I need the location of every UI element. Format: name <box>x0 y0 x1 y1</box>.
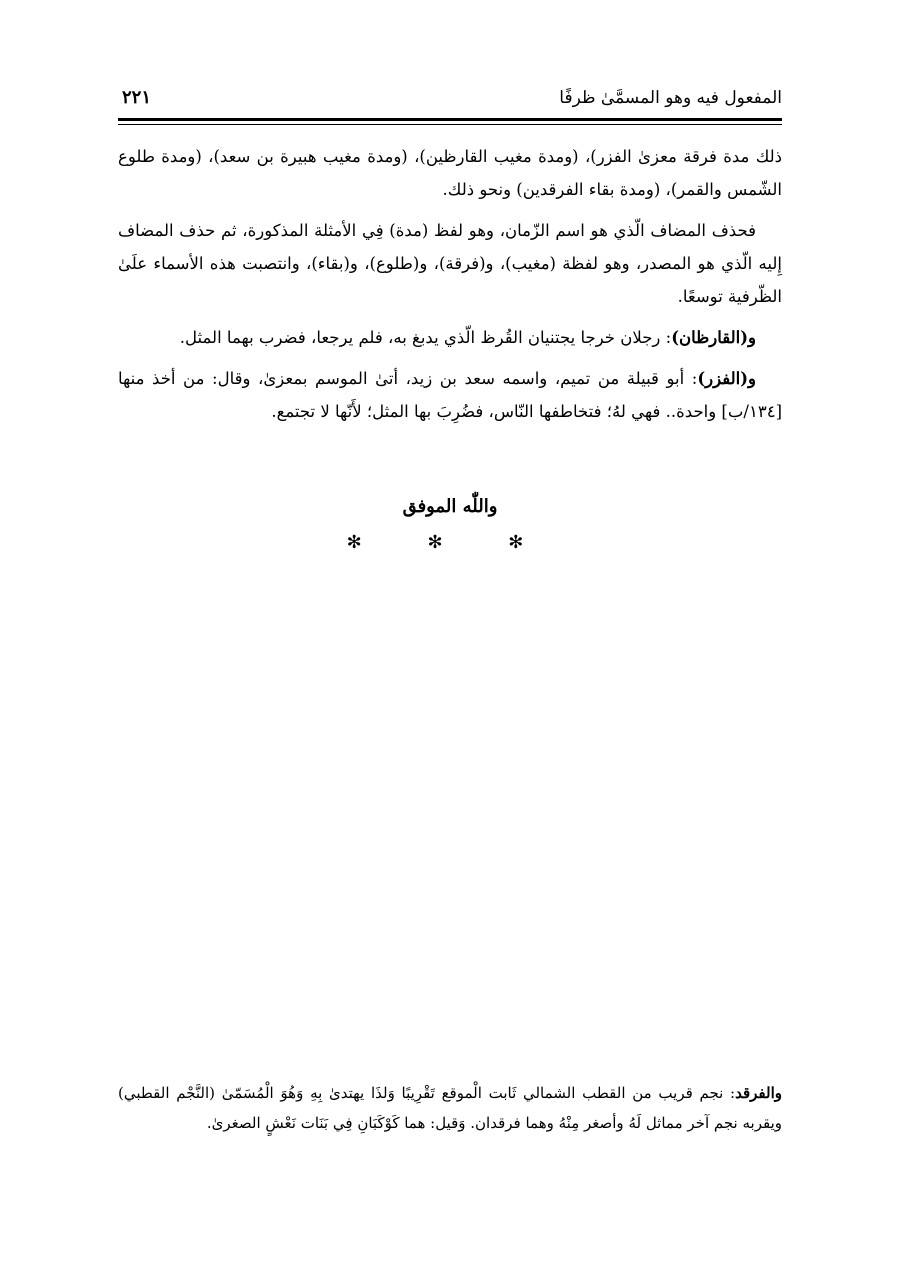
section-separator-stars: ✻ ✻ ✻ <box>346 532 554 553</box>
footnote-paragraph <box>118 1078 782 1138</box>
term-fizr: و(الفزر) <box>697 369 756 388</box>
page-number: ٢٢١ <box>122 87 152 108</box>
running-title: المفعول فيه وهو المسمَّىٰ ظرفًا <box>559 88 782 108</box>
header-rule-thick <box>118 118 782 121</box>
paragraph-4 <box>118 362 782 428</box>
header-rule-thin <box>118 124 782 125</box>
term-qaarizaan: و(القارظان) <box>671 328 756 347</box>
footnote-term: والفرقد <box>735 1084 782 1102</box>
paragraph-1: ذلك مدة فرقة معزىٰ الفزر)، (ومدة مغيب القارظين)، (ومدة مغيب هبيرة بن سعد)، (ومدة طلوع الشّمس والقمر)، (ومدة بقاء الفرقدين) ونحو ذلك. <box>118 147 782 199</box>
main-text <box>118 140 782 436</box>
paragraph-4-text: : أبو قبيلة من تميم، واسمه سعد بن زيد، أتىٰ الموسم بمعزىٰ، وقال: من أخذ منها [١٣٤/ب] واحدة.. فهي لهُ؛ فتخاطفها النّاس، فضُرِبَ بها المثل؛ لأَنّها لا تجتمع. <box>118 369 782 421</box>
footnote-text: : نجم قريب من القطب الشمالي ثَابت الْموقع تَقْرِيبًا وَلذَا يهتدىٰ بِهِ وَهُوَ الْمُسَمّىٰ (النَّجْم القطبي) ويقربه نجم آخر مماثل لَهُ وأصغر مِنْهُ وهما فرقدان. وَقيل: هما كَوْكَبَانِ فِي بَنَات نَعْشٍ الصغرىٰ. <box>118 1084 782 1132</box>
page-header <box>118 84 782 114</box>
paragraph-2: فحذف المضاف الّذي هو اسم الزّمان، وهو لفظ (مدة) فِي الأمثلة المذكورة، ثم حذف المضاف إِليه الّذي هو المصدر، وهو لفظة (مغيب)، و(فرقة)، و(طلوع)، و(بقاء)، وانتصبت هذه الأسماء علَىٰ الظّرفية توسعًا. <box>118 221 782 306</box>
paragraph-3-text: : رجلان خرجا يجتنيان القُرظ الّذي يدبغ به، فلم يرجعا، فضرب بهما المثل. <box>179 328 672 347</box>
footnote <box>118 1078 782 1138</box>
closing-phrase: واللّٰه الموفق <box>402 496 498 517</box>
paragraph-3 <box>118 321 782 354</box>
